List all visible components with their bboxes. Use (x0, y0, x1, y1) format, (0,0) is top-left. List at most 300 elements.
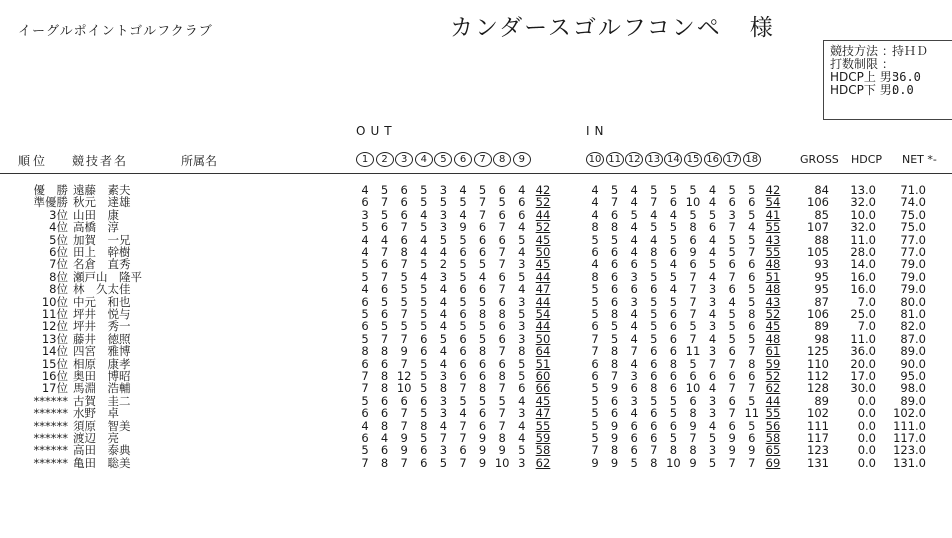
score-in-11: 7 (610, 369, 619, 383)
score-out-8: 7 (498, 406, 506, 421)
score-in-10: 9 (591, 455, 599, 470)
net-score: 89.0 (900, 393, 926, 408)
score-out-2: 6 (380, 393, 389, 408)
player-name: 中元 和也 (73, 294, 131, 309)
score-out-8: 6 (498, 331, 506, 346)
score-out-3: 6 (400, 183, 408, 197)
header-gross: GROSS (800, 153, 839, 166)
score-out-3: 5 (400, 269, 408, 284)
hole-header-13: 13 (645, 152, 663, 167)
score-out-4: 4 (420, 207, 428, 222)
score-in-16: 5 (708, 257, 717, 272)
gross-score: 105 (807, 245, 829, 259)
score-out-1: 6 (361, 356, 369, 371)
player-name: 藤井 徳照 (73, 331, 131, 346)
score-in-11: 7 (610, 195, 619, 210)
hole-header-11: 11 (606, 152, 624, 167)
score-out-5: 4 (439, 282, 448, 297)
score-in-10: 5 (591, 294, 599, 309)
rank-cell: 4位 (49, 220, 68, 235)
score-in-16: 3 (708, 344, 717, 359)
score-out-7: 6 (478, 245, 487, 259)
score-in-18: 9 (748, 443, 756, 458)
score-in-11: 9 (610, 431, 619, 445)
score-in-17: 5 (728, 183, 736, 197)
gross-score: 128 (807, 381, 829, 396)
score-out-4: 5 (420, 307, 428, 321)
score-out-3: 7 (400, 307, 408, 321)
score-out-4: 5 (420, 431, 428, 445)
score-in-18: 11 (744, 406, 760, 421)
score-out-5: 5 (439, 331, 448, 346)
score-out-1: 6 (361, 195, 369, 210)
score-out-8: 9 (498, 443, 506, 458)
score-out-8: 6 (498, 356, 506, 371)
hole-header-2: 2 (376, 152, 394, 167)
rule-method-value: 持ＨＤ (892, 44, 929, 58)
score-out-8: 6 (498, 294, 506, 309)
net-score: 79.0 (900, 257, 926, 272)
score-in-13: 6 (650, 418, 658, 433)
score-in-18: 7 (748, 344, 756, 359)
score-in-16: 3 (708, 406, 717, 421)
score-in-16: 3 (708, 393, 717, 408)
score-in-12: 5 (630, 207, 638, 222)
score-out-2: 7 (380, 245, 389, 259)
out-total: 45 (535, 393, 551, 408)
score-in-14: 10 (666, 455, 681, 470)
hdcp-value: 0.0 (857, 393, 876, 408)
hole-header-17: 17 (723, 152, 741, 167)
score-in-10: 7 (591, 331, 599, 346)
score-out-4: 4 (420, 245, 428, 259)
score-in-10: 7 (591, 443, 599, 458)
score-in-14: 8 (669, 443, 678, 458)
out-total: 47 (535, 406, 551, 421)
gross-score: 85 (814, 207, 829, 222)
score-in-13: 5 (650, 393, 658, 408)
hdcp-value: 16.0 (850, 282, 876, 297)
score-in-14: 6 (669, 319, 678, 334)
score-out-6: 6 (459, 331, 467, 346)
score-out-7: 5 (478, 319, 487, 334)
score-in-14: 5 (669, 183, 678, 197)
hole-header-3: 3 (395, 152, 413, 167)
score-in-13: 8 (650, 245, 658, 259)
rank-cell: 5位 (49, 232, 68, 247)
score-in-16: 3 (708, 443, 717, 458)
score-out-7: 7 (478, 195, 487, 210)
out-total: 55 (535, 418, 551, 433)
score-in-17: 3 (728, 207, 736, 222)
out-total: 64 (535, 344, 551, 359)
score-out-3: 6 (400, 393, 408, 408)
player-name: 田上 幹樹 (73, 245, 131, 259)
net-score: 123.0 (893, 443, 926, 458)
score-out-6: 5 (459, 257, 467, 272)
score-in-12: 6 (630, 381, 638, 396)
score-out-5: 3 (439, 183, 448, 197)
score-in-10: 6 (591, 356, 599, 371)
score-out-6: 7 (459, 381, 467, 396)
in-total: 44 (765, 393, 781, 408)
in-total: 51 (765, 269, 781, 284)
rank-cell: ****** (33, 431, 68, 445)
score-out-9: 3 (518, 406, 526, 421)
score-out-9: 4 (518, 393, 526, 408)
score-in-11: 9 (610, 418, 619, 433)
score-in-10: 5 (591, 406, 599, 421)
score-in-14: 8 (669, 356, 678, 371)
score-out-3: 7 (400, 257, 408, 272)
player-name: 山田 康 (73, 207, 119, 222)
header-hdcp: HDCP (851, 153, 883, 166)
net-score: 74.0 (900, 195, 926, 210)
score-in-15: 5 (689, 356, 697, 371)
in-total: 52 (765, 307, 781, 321)
net-score: 90.0 (900, 356, 926, 371)
score-out-4: 6 (420, 331, 428, 346)
gross-score: 84 (814, 183, 829, 197)
score-in-16: 3 (708, 319, 717, 334)
score-out-9: 5 (518, 269, 526, 284)
score-out-8: 7 (498, 344, 506, 359)
score-in-12: 4 (630, 195, 638, 210)
score-in-14: 5 (669, 406, 678, 421)
gross-score: 131 (807, 455, 829, 470)
score-out-3: 12 (396, 369, 412, 383)
score-in-17: 6 (728, 369, 736, 383)
in-total: 65 (765, 443, 781, 458)
rank-cell: 11位 (41, 307, 68, 321)
in-total: 55 (765, 245, 781, 259)
in-total: 52 (765, 369, 781, 383)
gross-score: 89 (814, 393, 829, 408)
score-in-16: 4 (708, 195, 717, 210)
in-total: 48 (765, 331, 781, 346)
score-in-12: 4 (630, 319, 638, 334)
score-in-17: 5 (728, 319, 736, 334)
net-score: 77.0 (900, 245, 926, 259)
rule-hdcp-upper-value: 36.0 (892, 70, 921, 84)
score-out-1: 5 (361, 220, 369, 235)
gross-score: 106 (807, 195, 829, 210)
score-in-13: 6 (650, 282, 658, 297)
score-out-1: 4 (361, 183, 369, 197)
score-in-14: 5 (669, 269, 678, 284)
score-out-9: 3 (518, 294, 526, 309)
score-out-7: 5 (478, 393, 487, 408)
score-out-1: 6 (361, 406, 369, 421)
score-in-16: 5 (708, 431, 717, 445)
score-out-1: 7 (361, 381, 369, 396)
player-name: 須原 智美 (73, 418, 131, 433)
net-score: 82.0 (900, 319, 926, 334)
score-in-12: 7 (630, 344, 638, 359)
rank-cell: 17位 (41, 381, 68, 396)
score-in-16: 4 (708, 331, 717, 346)
score-in-18: 7 (748, 245, 756, 259)
score-in-13: 5 (650, 257, 658, 272)
score-in-18: 5 (748, 232, 756, 247)
score-in-10: 5 (591, 418, 599, 433)
player-name: 坪井 悦与 (73, 307, 131, 321)
in-total: 41 (765, 207, 781, 222)
player-name: 林 久太佳 (73, 282, 131, 297)
score-in-14: 6 (669, 418, 678, 433)
score-out-2: 8 (380, 344, 389, 359)
score-out-3: 6 (400, 207, 408, 222)
score-out-6: 4 (459, 207, 467, 222)
score-in-11: 8 (610, 307, 619, 321)
in-total: 48 (765, 257, 781, 272)
score-out-9: 4 (518, 418, 526, 433)
score-out-4: 5 (420, 195, 428, 210)
score-in-16: 6 (708, 220, 717, 235)
score-out-8: 7 (498, 220, 506, 235)
score-out-4: 6 (420, 344, 428, 359)
score-in-11: 5 (610, 232, 619, 247)
rank-cell: 8位 (49, 269, 68, 284)
score-in-14: 6 (669, 369, 678, 383)
score-in-12: 4 (630, 356, 638, 371)
score-in-14: 5 (669, 232, 678, 247)
score-out-4: 8 (420, 418, 428, 433)
out-label: OUT (356, 124, 397, 138)
score-out-9: 6 (518, 195, 526, 210)
score-out-3: 9 (400, 443, 408, 458)
score-in-11: 8 (610, 356, 619, 371)
score-in-15: 8 (689, 443, 697, 458)
score-out-2: 7 (380, 195, 389, 210)
score-in-16: 5 (708, 455, 717, 470)
score-out-6: 6 (459, 344, 467, 359)
in-total: 45 (765, 319, 781, 334)
score-in-16: 3 (708, 282, 717, 297)
score-in-17: 7 (728, 356, 736, 371)
score-out-6: 6 (459, 307, 467, 321)
player-name: 高田 泰典 (73, 443, 131, 458)
score-in-15: 7 (689, 431, 697, 445)
score-out-5: 4 (439, 319, 448, 334)
hole-header-4: 4 (415, 152, 433, 167)
hdcp-value: 17.0 (850, 369, 876, 383)
out-total: 52 (535, 195, 551, 210)
score-in-12: 4 (630, 183, 638, 197)
score-in-14: 6 (669, 307, 678, 321)
score-in-13: 8 (650, 381, 658, 396)
score-in-10: 5 (591, 381, 599, 396)
score-out-4: 5 (420, 319, 428, 334)
hdcp-value: 14.0 (850, 257, 876, 272)
score-out-2: 5 (380, 183, 389, 197)
score-out-7: 4 (478, 269, 487, 284)
score-out-9: 5 (518, 443, 526, 458)
gross-score: 87 (814, 294, 829, 309)
net-score: 95.0 (900, 369, 926, 383)
score-out-2: 6 (380, 443, 389, 458)
score-out-1: 7 (361, 369, 369, 383)
player-name: 渡辺 亮 (73, 431, 119, 445)
score-in-15: 10 (685, 381, 701, 396)
score-in-13: 6 (650, 356, 658, 371)
out-total: 50 (535, 245, 551, 259)
player-name: 古賀 圭二 (73, 393, 131, 408)
hole-header-12: 12 (625, 152, 643, 167)
score-in-10: 5 (591, 307, 599, 321)
rank-cell: 16位 (41, 369, 68, 383)
score-in-15: 6 (689, 232, 697, 247)
score-out-3: 9 (400, 431, 408, 445)
hole-header-7: 7 (474, 152, 492, 167)
rules-box (823, 40, 952, 120)
hdcp-value: 11.0 (850, 232, 876, 247)
rule-limit-label: 打数制限 ： (830, 57, 894, 71)
player-name: 水野 卓 (73, 406, 119, 421)
score-out-6: 5 (459, 195, 467, 210)
player-name: 加賀 一兄 (73, 232, 131, 247)
score-out-6: 7 (459, 431, 467, 445)
player-name: 奥田 博昭 (73, 369, 131, 383)
score-in-15: 7 (689, 269, 697, 284)
score-out-3: 7 (400, 418, 408, 433)
score-in-11: 6 (610, 282, 619, 297)
score-in-15: 9 (689, 245, 697, 259)
score-out-8: 5 (498, 393, 506, 408)
score-out-2: 8 (380, 455, 389, 470)
in-total: 43 (765, 232, 781, 247)
net-score: 79.0 (900, 269, 926, 284)
score-out-6: 5 (459, 393, 467, 408)
gross-score: 102 (807, 406, 829, 421)
score-out-7: 6 (478, 220, 487, 235)
score-in-10: 5 (591, 232, 599, 247)
score-out-4: 5 (420, 369, 428, 383)
score-out-7: 6 (478, 369, 487, 383)
score-in-14: 5 (669, 294, 678, 309)
honorific: 様 (749, 15, 775, 41)
score-in-12: 6 (630, 418, 638, 433)
score-in-11: 8 (610, 220, 619, 235)
score-out-1: 5 (361, 269, 369, 284)
score-out-3: 6 (400, 232, 408, 247)
score-out-6: 7 (459, 418, 467, 433)
rule-method-label: 競技方法 ： (830, 44, 894, 58)
score-in-12: 3 (630, 369, 638, 383)
score-in-15: 7 (689, 282, 697, 297)
header-club: 所属名 (181, 154, 218, 168)
score-in-14: 6 (669, 381, 678, 396)
score-in-15: 6 (689, 393, 697, 408)
net-score: 80.0 (900, 294, 926, 309)
net-score: 87.0 (900, 331, 926, 346)
rank-cell: 8位 (49, 282, 68, 297)
player-name: 高橋 淳 (73, 220, 119, 235)
score-in-16: 4 (708, 418, 717, 433)
score-in-11: 9 (610, 455, 619, 470)
score-out-5: 4 (439, 356, 448, 371)
score-in-18: 7 (748, 455, 756, 470)
score-out-9: 4 (518, 183, 526, 197)
score-out-1: 4 (361, 282, 369, 297)
score-out-9: 5 (518, 369, 526, 383)
score-in-11: 6 (610, 406, 619, 421)
gross-score: 123 (807, 443, 829, 458)
score-in-13: 6 (650, 369, 658, 383)
score-in-10: 5 (591, 282, 599, 297)
score-out-4: 6 (420, 455, 428, 470)
score-in-18: 6 (748, 269, 756, 284)
score-out-6: 5 (459, 232, 467, 247)
out-total: 60 (535, 369, 551, 383)
hdcp-value: 0.0 (857, 455, 876, 470)
score-in-12: 3 (630, 294, 638, 309)
score-out-8: 7 (498, 245, 506, 259)
score-out-5: 3 (439, 393, 448, 408)
hdcp-value: 10.0 (850, 207, 876, 222)
score-in-12: 6 (630, 282, 638, 297)
score-out-9: 3 (518, 331, 526, 346)
score-out-1: 5 (361, 393, 369, 408)
rank-cell: 10位 (41, 294, 68, 309)
score-in-10: 5 (591, 431, 599, 445)
score-in-11: 5 (610, 183, 619, 197)
score-in-16: 6 (708, 369, 717, 383)
score-out-1: 4 (361, 418, 369, 433)
out-total: 50 (535, 331, 551, 346)
score-in-13: 6 (650, 344, 658, 359)
score-out-2: 6 (380, 356, 389, 371)
event-title-text: カンダースゴルフコンペ (450, 15, 722, 41)
header-extra: *- (927, 153, 937, 166)
score-out-4: 5 (420, 406, 428, 421)
score-out-9: 3 (518, 257, 526, 272)
score-in-16: 7 (708, 356, 717, 371)
score-in-15: 8 (689, 406, 697, 421)
score-out-7: 5 (478, 257, 487, 272)
score-out-2: 6 (380, 406, 389, 421)
score-in-14: 6 (669, 331, 678, 346)
score-in-13: 4 (650, 232, 658, 247)
score-out-5: 4 (439, 294, 448, 309)
net-score: 81.0 (900, 307, 926, 321)
score-in-14: 6 (669, 344, 678, 359)
score-in-14: 5 (669, 431, 678, 445)
score-out-7: 9 (478, 431, 487, 445)
hdcp-value: 36.0 (850, 344, 876, 359)
score-out-5: 4 (439, 418, 448, 433)
score-in-12: 4 (630, 245, 638, 259)
score-out-5: 7 (439, 431, 448, 445)
score-out-8: 6 (498, 232, 506, 247)
score-in-17: 6 (728, 282, 736, 297)
in-total: 59 (765, 356, 781, 371)
score-out-2: 6 (380, 220, 389, 235)
player-name: 坪井 秀一 (73, 319, 131, 334)
net-score: 111.0 (893, 418, 926, 433)
score-out-5: 4 (439, 344, 448, 359)
score-in-14: 4 (669, 257, 678, 272)
rank-cell: ****** (33, 406, 68, 421)
score-out-4: 4 (420, 232, 428, 247)
hole-header-18: 18 (743, 152, 761, 167)
out-total: 59 (535, 431, 551, 445)
score-out-7: 8 (478, 381, 487, 396)
score-in-18: 5 (748, 393, 756, 408)
rule-hdcp-upper-label: HDCP上 男: (830, 70, 896, 84)
score-out-7: 5 (478, 294, 487, 309)
gross-score: 93 (814, 257, 829, 272)
